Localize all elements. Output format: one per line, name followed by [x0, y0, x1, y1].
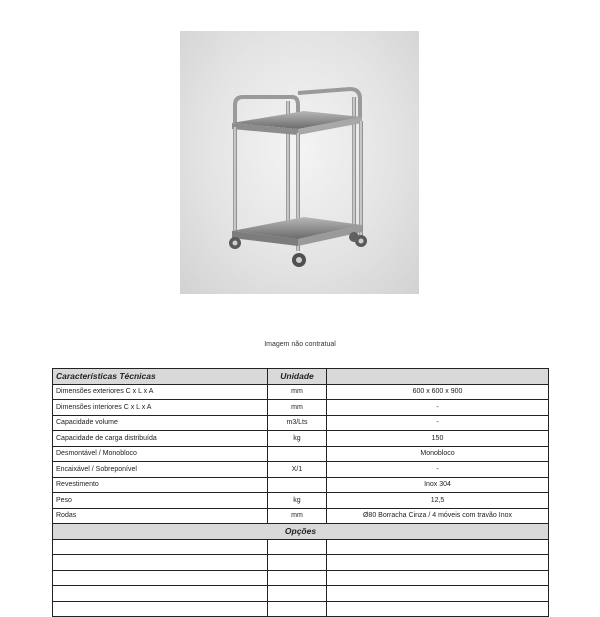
option-unit	[268, 539, 327, 555]
options-header-row	[53, 524, 549, 540]
option-unit	[268, 555, 327, 571]
row-value: -	[327, 415, 549, 431]
row-unit	[268, 446, 327, 462]
option-row	[53, 601, 549, 617]
row-label: Rodas	[53, 508, 268, 524]
option-row	[53, 555, 549, 571]
row-label: Encaixável / Sobreponível	[53, 462, 268, 478]
row-unit: mm	[268, 508, 327, 524]
product-image	[180, 31, 419, 294]
specs-table	[52, 368, 549, 617]
option-unit	[268, 601, 327, 617]
row-label: Capacidade volume	[53, 415, 268, 431]
row-unit: m3/Lts	[268, 415, 327, 431]
row-unit: X/1	[268, 462, 327, 478]
option-value	[327, 539, 549, 555]
row-unit: mm	[268, 384, 327, 400]
row-value: 150	[327, 431, 549, 447]
row-unit: mm	[268, 400, 327, 416]
option-unit	[268, 586, 327, 602]
options-title: Opções	[53, 524, 549, 540]
row-label: Dimensões interiores C x L x A	[53, 400, 268, 416]
table-row	[53, 384, 549, 400]
option-value	[327, 570, 549, 586]
table-row	[53, 508, 549, 524]
row-value: 600 x 600 x 900	[327, 384, 549, 400]
option-row	[53, 586, 549, 602]
row-value: -	[327, 400, 549, 416]
option-label	[53, 539, 268, 555]
header-unit: Unidade	[268, 369, 327, 385]
option-label	[53, 570, 268, 586]
table-row	[53, 493, 549, 509]
header-value	[327, 369, 549, 385]
header-characteristics: Características Técnicas	[53, 369, 268, 385]
option-row	[53, 570, 549, 586]
row-value: 12,5	[327, 493, 549, 509]
table-row	[53, 462, 549, 478]
option-value	[327, 601, 549, 617]
table-row	[53, 415, 549, 431]
table-header-row	[53, 369, 549, 385]
row-value: Ø80 Borracha Cinza / 4 móveis com travão Inox	[327, 508, 549, 524]
option-label	[53, 586, 268, 602]
row-unit	[268, 477, 327, 493]
row-unit: kg	[268, 493, 327, 509]
row-label: Dimensões exteriores C x L x A	[53, 384, 268, 400]
row-value: Inox 304	[327, 477, 549, 493]
row-value: -	[327, 462, 549, 478]
table-row	[53, 431, 549, 447]
option-label	[53, 601, 268, 617]
option-row	[53, 539, 549, 555]
image-caption: Imagem não contratual	[264, 341, 336, 348]
option-value	[327, 555, 549, 571]
row-value: Monobloco	[327, 446, 549, 462]
table-row	[53, 477, 549, 493]
row-label: Revestimento	[53, 477, 268, 493]
trolley-illustration	[180, 31, 419, 294]
table-row	[53, 446, 549, 462]
row-label: Desmontável / Monobloco	[53, 446, 268, 462]
row-label: Capacidade de carga distribuída	[53, 431, 268, 447]
row-unit: kg	[268, 431, 327, 447]
row-label: Peso	[53, 493, 268, 509]
option-value	[327, 586, 549, 602]
option-label	[53, 555, 268, 571]
table-row	[53, 400, 549, 416]
option-unit	[268, 570, 327, 586]
